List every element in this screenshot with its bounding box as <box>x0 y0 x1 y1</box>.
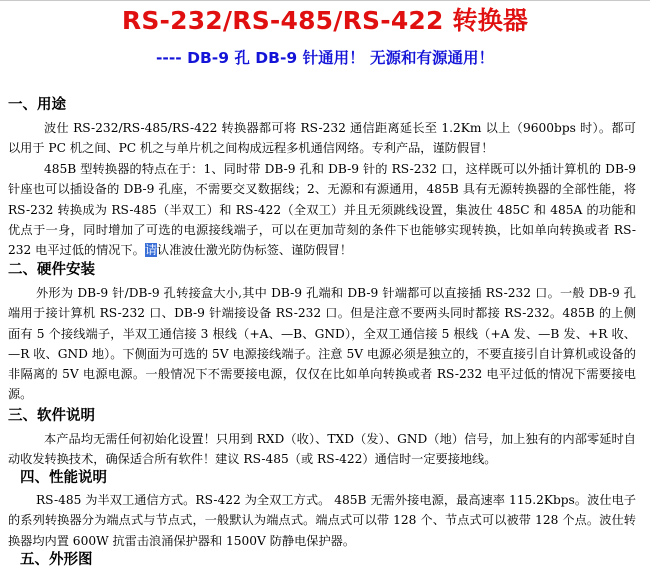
usage-paragraph-2-tail: 认准波仕激光防伪标签、谨防假冒！ <box>157 243 353 258</box>
usage-paragraph-2 <box>8 159 636 260</box>
document-title: RS-232/RS-485/RS-422 转换器 <box>121 6 529 35</box>
section-heading-software: 三、软件说明 <box>8 408 95 424</box>
usage-paragraph-2-text: 485B 型转换器的特点在于：1、同时带 DB-9 孔和 DB-9 针的 RS-232 口，这样既可以外插计算机的 DB-9 针座也可以插设备的 DB-9 孔座，不需要交叉数据线；2、无源和有源通用，485B 具有无源转换器的全部性能，将 RS-232 转换成为 RS-485（半双工）和 RS-422（全双工）并且无须跳线设置，集波仕 485C 和 485A 的功能和优点于一身，同时增加了可选的电源接线端子，可以在更加苛刻的条件下也能够实现转换，比如单向转换或者 RS-232 电平过低的情况下。 <box>8 162 636 258</box>
software-paragraph: 本产品均无需任何初始化设置！只用到 RXD（收）、TXD（发）、GND（地）信号，加上独有的内部零延时自动收发转换技术，确保适合所有软件！建议 RS-485（或 RS-422）通信时一定要接地线。 <box>8 432 636 467</box>
document-subtitle: ---- DB-9 孔 DB-9 针通用！ 无源和有源通用！ <box>155 49 494 67</box>
section-heading-usage: 一、用途 <box>8 97 66 113</box>
selected-text-highlight: 请 <box>144 243 158 258</box>
usage-paragraph-1: 波仕 RS-232/RS-485/RS-422 转换器都可将 RS-232 通信距离延长至 1.2Km 以上（9600bps 时）。都可以用于 PC 机之间、PC 机之与单片机之间构成远程多机通信网络。专利产品，谨防假冒！ <box>8 121 636 156</box>
hardware-paragraph: 外形为 DB-9 针/DB-9 孔转接盒大小,其中 DB-9 孔端和 DB-9 针端都可以直接插 RS-232 口。一般 DB-9 孔端用于接计算机 RS-232 口、DB-9 针端接设备 RS-232 口。但是注意不要两头同时都接 RS-232。485B 的上侧面有 5 个接线端子，半双工通信接 3 根线（+A、—B、GND），全双工通信接 5 根线（+A 发、—B 发、+R 收、—R 收、GND 地）。下侧面为可选的 5V 电源接线端子。注意 5V 电源必须是独立的，不要直接引自计算机或设备的非隔离的 5V 电源电源。一般情况下不需要接电源，仅仅在比如单向转换或者 RS-232 电平过低的情况下需要接电源。 <box>8 286 636 402</box>
performance-paragraph: RS-485 为半双工通信方式。RS-422 为全双工方式。 485B 无需外接电源，最高速率 115.2Kbps。波仕电子的系列转换器分为端点式与节点式，一般默认为端点式。端点式可以带 128 个、节点式可以被带 128 个点。波仕转换器均内置 600W 抗雷击浪涌保护器和 1500V 防静电保护器。 <box>8 493 636 548</box>
section-heading-hardware: 二、硬件安装 <box>8 262 95 278</box>
section-heading-performance: 四、性能说明 <box>20 470 107 486</box>
top-border <box>0 0 650 1</box>
section-heading-outline: 五、外形图 <box>20 552 93 568</box>
